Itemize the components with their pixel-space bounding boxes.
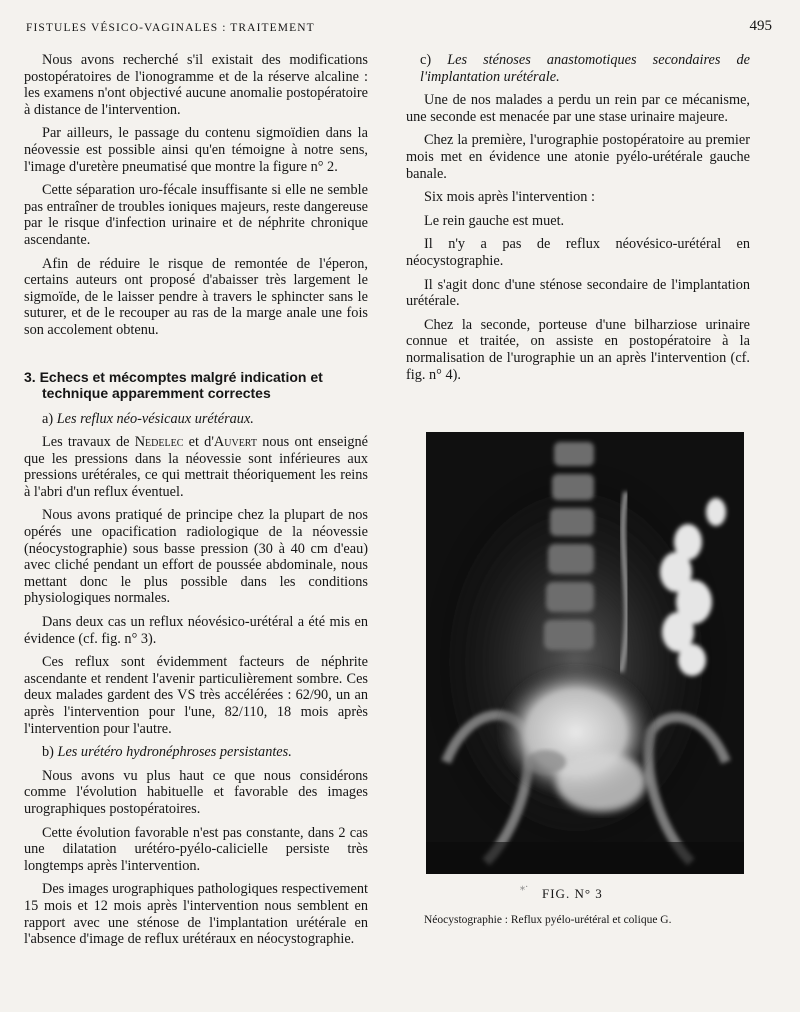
figure-label: FIG. N° 3: [542, 886, 603, 901]
section-title: 3. Echecs et mécomptes malgré indication et technique apparemment correctes: [24, 368, 323, 401]
paragraph: Dans deux cas un reflux néovésico-urétéral a été mis en évidence (cf. fig. n° 3).: [24, 614, 368, 647]
author-name: Nedelec: [134, 434, 184, 451]
author-name: Auvert: [213, 434, 257, 451]
paragraph: Il n'y a pas de reflux néovésico-urétéral en néocystographie.: [406, 236, 750, 269]
text-run: Les travaux de: [42, 434, 135, 451]
running-header: FISTULES VÉSICO-VAGINALES : TRAITEMENT: [26, 22, 315, 34]
xray-illustration: [426, 432, 744, 874]
text-run: nous ont enseigné que les pressions dans la néovessie sont inférieures aux pressions urétérales, ce qui mettrait théoriquement les reins à l'abri d'un reflux éventuel.: [24, 434, 368, 500]
paragraph: Par ailleurs, le passage du contenu sigmoïdien dans la néovessie est possible ainsi qu'en témoigne à notre sens, l'image d'uretère pneumatisé que montre la figure n° 2.: [24, 125, 368, 175]
paragraph: Ces reflux sont évidemment facteurs de néphrite ascendante et rendent l'avenir particulièrement sombre. Ces deux malades gardent des VS très accélérées : 62/90, un an après l'intervention pour l'une, 82/110, 18 mois après l'intervention pour l'autre.: [24, 654, 368, 737]
paragraph: Cette évolution favorable n'est pas constante, dans 2 cas une dilatation urétéro-pyélo-calicielle persiste très longtemps après l'intervention.: [24, 824, 368, 874]
subheading-letter: b): [42, 744, 54, 761]
subheading-letter: a): [42, 410, 54, 427]
paragraph: Six mois après l'intervention :: [424, 189, 595, 206]
right-column: [406, 52, 750, 390]
subheading-title: Les reflux néo-vésicaux urétéraux.: [56, 410, 254, 427]
paragraph: Nous avons pratiqué de principe chez la plupart de nos opérés une opacification radiologique de la néovessie (néocystographie) sous basse pression (30 à 40 cm d'eau) avec cliché pendant un effort de poussée abdominale, nous mettant donc le plus possible dans les conditions physiologiques normales.: [24, 507, 368, 607]
subheading-a: [42, 411, 368, 428]
paragraph: Afin de réduire le risque de remontée de l'éperon, certains auteurs ont proposé d'abaisser très largement le sigmoïde, de le laisser pendre à travers le sphincter sans le suturer, et de le recouper au ras de la marge anale une fois son accolement obtenu.: [24, 255, 368, 338]
paragraph: [24, 434, 368, 500]
left-column: [24, 52, 368, 955]
subheading-title: Les urétéro hydronéphroses persistantes.: [57, 744, 292, 761]
paragraph: Des images urographiques pathologiques respectivement 15 mois et 12 mois après l'intervention nous semblent en rapport avec une sténose de l'implantation urétérale en l'absence d'image de reflux urétéraux en néocystographie.: [24, 881, 368, 948]
subheading-b: [42, 744, 368, 761]
paragraph: Nous avons recherché s'il existait des modifications postopératoires de l'ionogramme et de la réserve alcaline : les examens n'ont objectivé aucune anomalie postopératoire à distance de l'intervention.: [24, 52, 368, 118]
text-run: et d': [183, 434, 214, 451]
paragraph: Il s'agit donc d'une sténose secondaire de l'implantation urétérale.: [406, 276, 750, 310]
paragraph: Le rein gauche est muet.: [424, 212, 565, 229]
paragraph: Chez la seconde, porteuse d'une bilharziose urinaire connue et traitée, on assiste en postopératoire à la normalisation de l'urographie un an après l'intervention (cf. fig. n° 4).: [406, 316, 750, 383]
subheading-letter: c): [420, 52, 432, 68]
subheading-title: Les sténoses anastomotiques secondaires de l'implantation urétérale.: [420, 52, 750, 85]
paragraph: Chez la première, l'urographie postopératoire au premier mois met en évidence une atonie pyélo-urétérale gauche banale.: [406, 132, 750, 182]
page-number: 495: [749, 18, 772, 34]
xray-image: [426, 432, 744, 874]
paragraph: Cette séparation uro-fécale insuffisante si elle ne semble pas entraîner de troubles ioniques majeurs, reste dangereuse par le risque d'infection urinaire et de néphrite chronique ascendante.: [24, 182, 368, 248]
subheading-c: [420, 52, 750, 85]
figure-caption: Néocystographie : Reflux pyélo-urétéral et colique G.: [424, 914, 672, 926]
paragraph: Une de nos malades a perdu un rein par ce mécanisme, une seconde est menacée par une stase urinaire majeure.: [406, 92, 750, 125]
print-smudge: ⁎·: [520, 882, 529, 893]
paragraph: Nous avons vu plus haut ce que nous considérons comme l'évolution habituelle et favorable des images urographiques postopératoires.: [24, 767, 368, 817]
